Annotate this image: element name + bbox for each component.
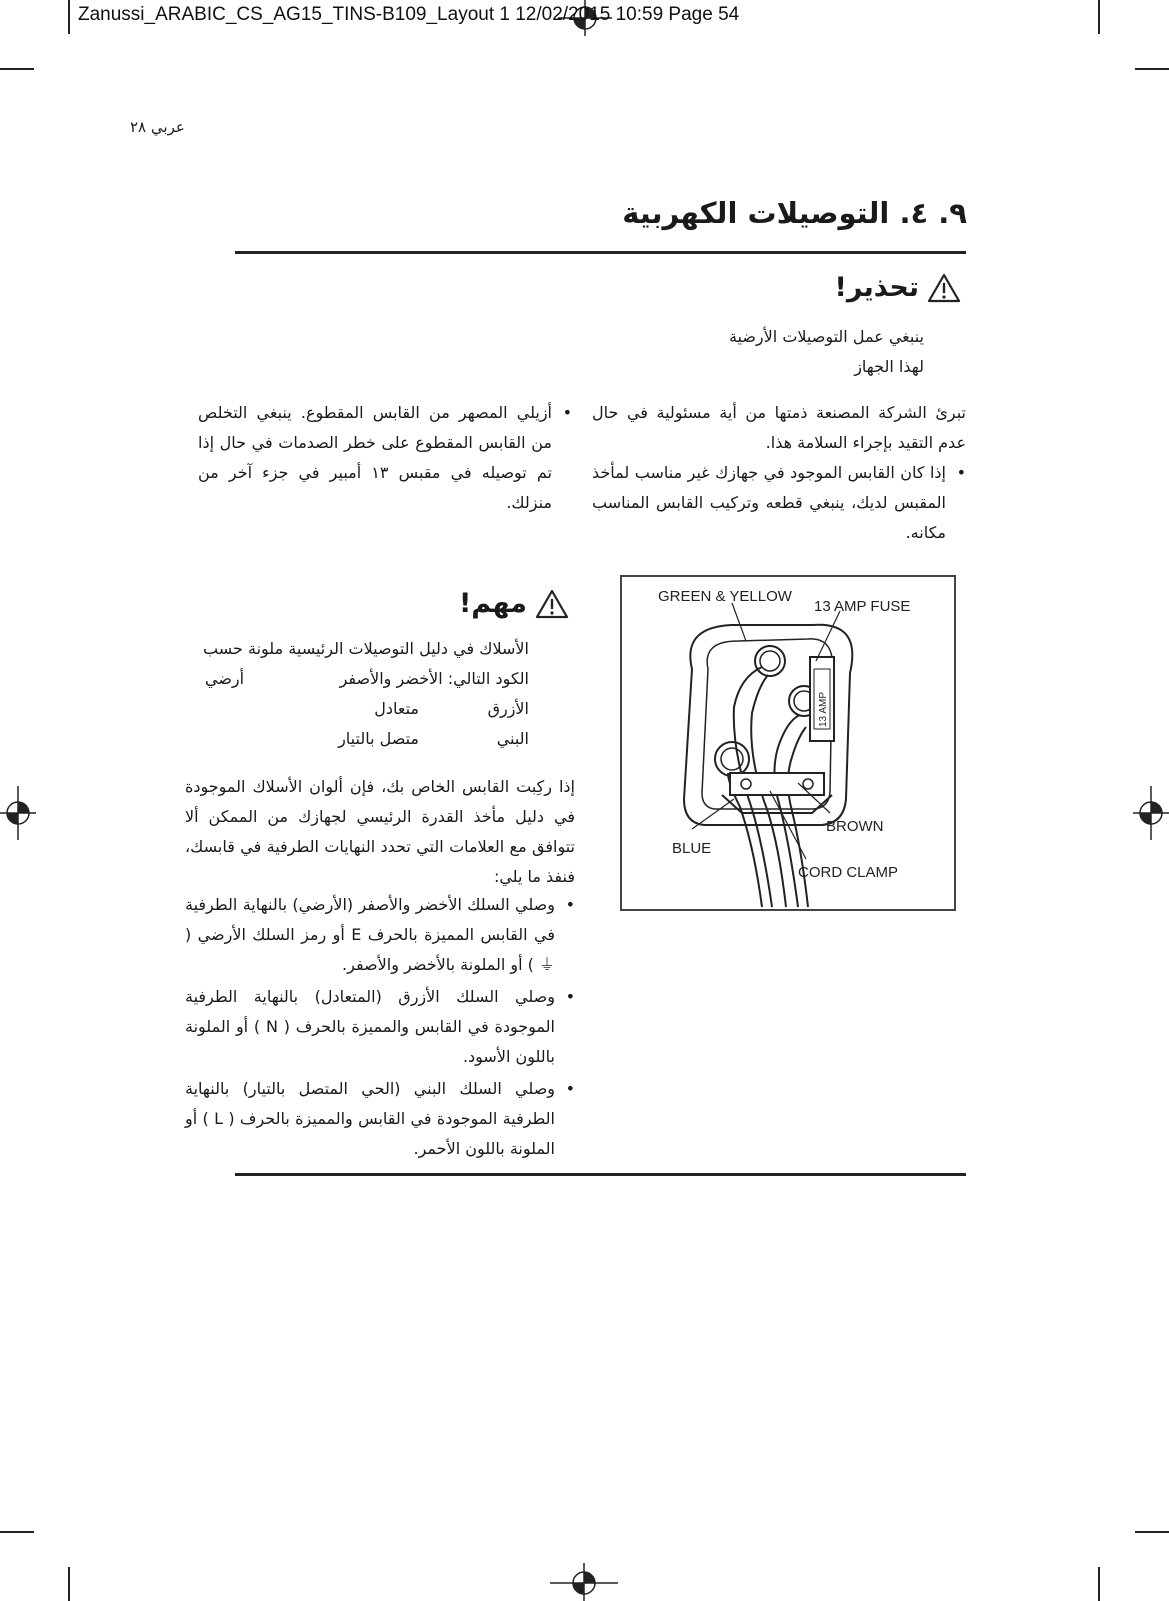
list-item [185, 890, 575, 980]
label-blue: BLUE [672, 840, 712, 857]
neutral-pin [715, 742, 749, 776]
warning-heading [835, 272, 961, 303]
label-fuse: 13 AMP FUSE [814, 598, 911, 615]
earth-label: أرضي [205, 669, 245, 688]
bullet-text: إذا كان القابس الموجود في جهازك غير مناسب لمأخذ المقبس لديك، ينبغي قطعه وتركيب القابس المناسب مكانه. [592, 463, 946, 542]
important-paragraph: إذا ركِبت القابس الخاص بك، فإن ألوان الأسلاك الموجودة في دليل مأخذ القدرة الرئيسي لجهازك من الممكن ألا تتوافق مع العلامات التي تحدد النهايات الطرفية في قابسك، فنفذ ما يلي: [185, 777, 575, 886]
warning-bullet-right [592, 458, 966, 548]
bullet-text: وصلي السلك الأخضر والأصفر (الأرضي) بالنهاية الطرفية في القابس المميزة بالحرف E أو رمز السلك الأرضي ( ⏚ ) أو الملونة بالأخضر والأصفر. [185, 895, 556, 974]
wire-table [203, 694, 529, 754]
warning-text: ينبغي عمل التوصيلات الأرضية لهذا الجهاز [728, 327, 924, 376]
crop-mark [0, 1531, 34, 1533]
list-item [185, 1074, 575, 1164]
bullet-icon: • [562, 403, 572, 422]
label-cord-clamp: CORD CLAMP [798, 864, 899, 881]
bullet-icon: • [565, 895, 575, 914]
print-slug: Zanussi_ARABIC_CS_AG15_TINS-B109_Layout 1 12/02/2015 10:59 Page 54 [78, 4, 740, 25]
section-title: ٩. ٤. التوصيلات الكهربية [622, 196, 967, 230]
label-brown: BROWN [826, 818, 884, 835]
important-heading-text: مهم! [458, 588, 527, 619]
registration-mark-icon [0, 786, 36, 840]
bullet-text: وصلي السلك الأزرق (المتعادل) بالنهاية الطرفية الموجودة في القابس والمميزة بالحرف ( N ) أو الملونة باللون الأسود. [185, 987, 555, 1066]
plug-wiring-diagram [620, 575, 956, 911]
warning-paragraph: تبرئ الشركة المصنعة ذمتها من أية مسئولية في حال عدم التقيد بإجراء السلامة هذا. [592, 403, 966, 452]
cord-clamp [730, 773, 824, 795]
warning-triangle-icon [927, 273, 961, 303]
bullet-icon: • [565, 1079, 575, 1098]
wire-role: متعادل [374, 699, 419, 718]
important-bullets [185, 890, 575, 1164]
wire-table-row [203, 724, 529, 754]
registration-mark-icon [550, 1563, 618, 1601]
crop-mark [1135, 68, 1169, 70]
divider-bottom [235, 1173, 966, 1176]
list-item [185, 982, 575, 1072]
warning-bullet-left [198, 398, 572, 518]
divider-top [235, 251, 966, 254]
important-heading [459, 588, 569, 619]
crop-mark [1098, 1567, 1100, 1601]
bullet-text: أزيلي المصهر من القابس المقطوع. ينبغي التخلص من القابس المقطوع على خطر الصدمات في حال إذا تم توصيله في مقبس ١٣ أمبير في جزء آخر من منزلك. [198, 403, 552, 512]
warning-heading-text: تحذير! [834, 272, 919, 303]
label-green-yellow: GREEN & YELLOW [658, 588, 792, 605]
bullet-text: وصلي السلك البني (الحي المتصل بالتيار) بالنهاية الطرفية الموجودة في القابس والمميزة بالحرف ( L ) أو الملونة باللون الأحمر. [185, 1079, 556, 1158]
warning-triangle-icon [535, 589, 569, 619]
wire-table-row [203, 694, 529, 724]
crop-mark [68, 1567, 70, 1601]
bullet-icon: • [956, 463, 966, 482]
important-intro: الأسلاك في دليل التوصيلات الرئيسية ملونة حسب الكود التالي: الأخضر والأصفر [203, 639, 529, 688]
crop-mark [0, 68, 34, 70]
bullet-icon: • [565, 987, 575, 1006]
wire-role: متصل بالتيار [338, 729, 419, 748]
page-number: عربي ٢٨ [130, 118, 185, 136]
fuse-rating: 13 AMP [818, 691, 829, 727]
wire-color: البني [496, 729, 529, 748]
crop-mark [1135, 1531, 1169, 1533]
wire-color: الأزرق [487, 699, 529, 718]
crop-mark [68, 0, 70, 34]
crop-mark [1098, 0, 1100, 34]
registration-mark-icon [1133, 786, 1169, 840]
